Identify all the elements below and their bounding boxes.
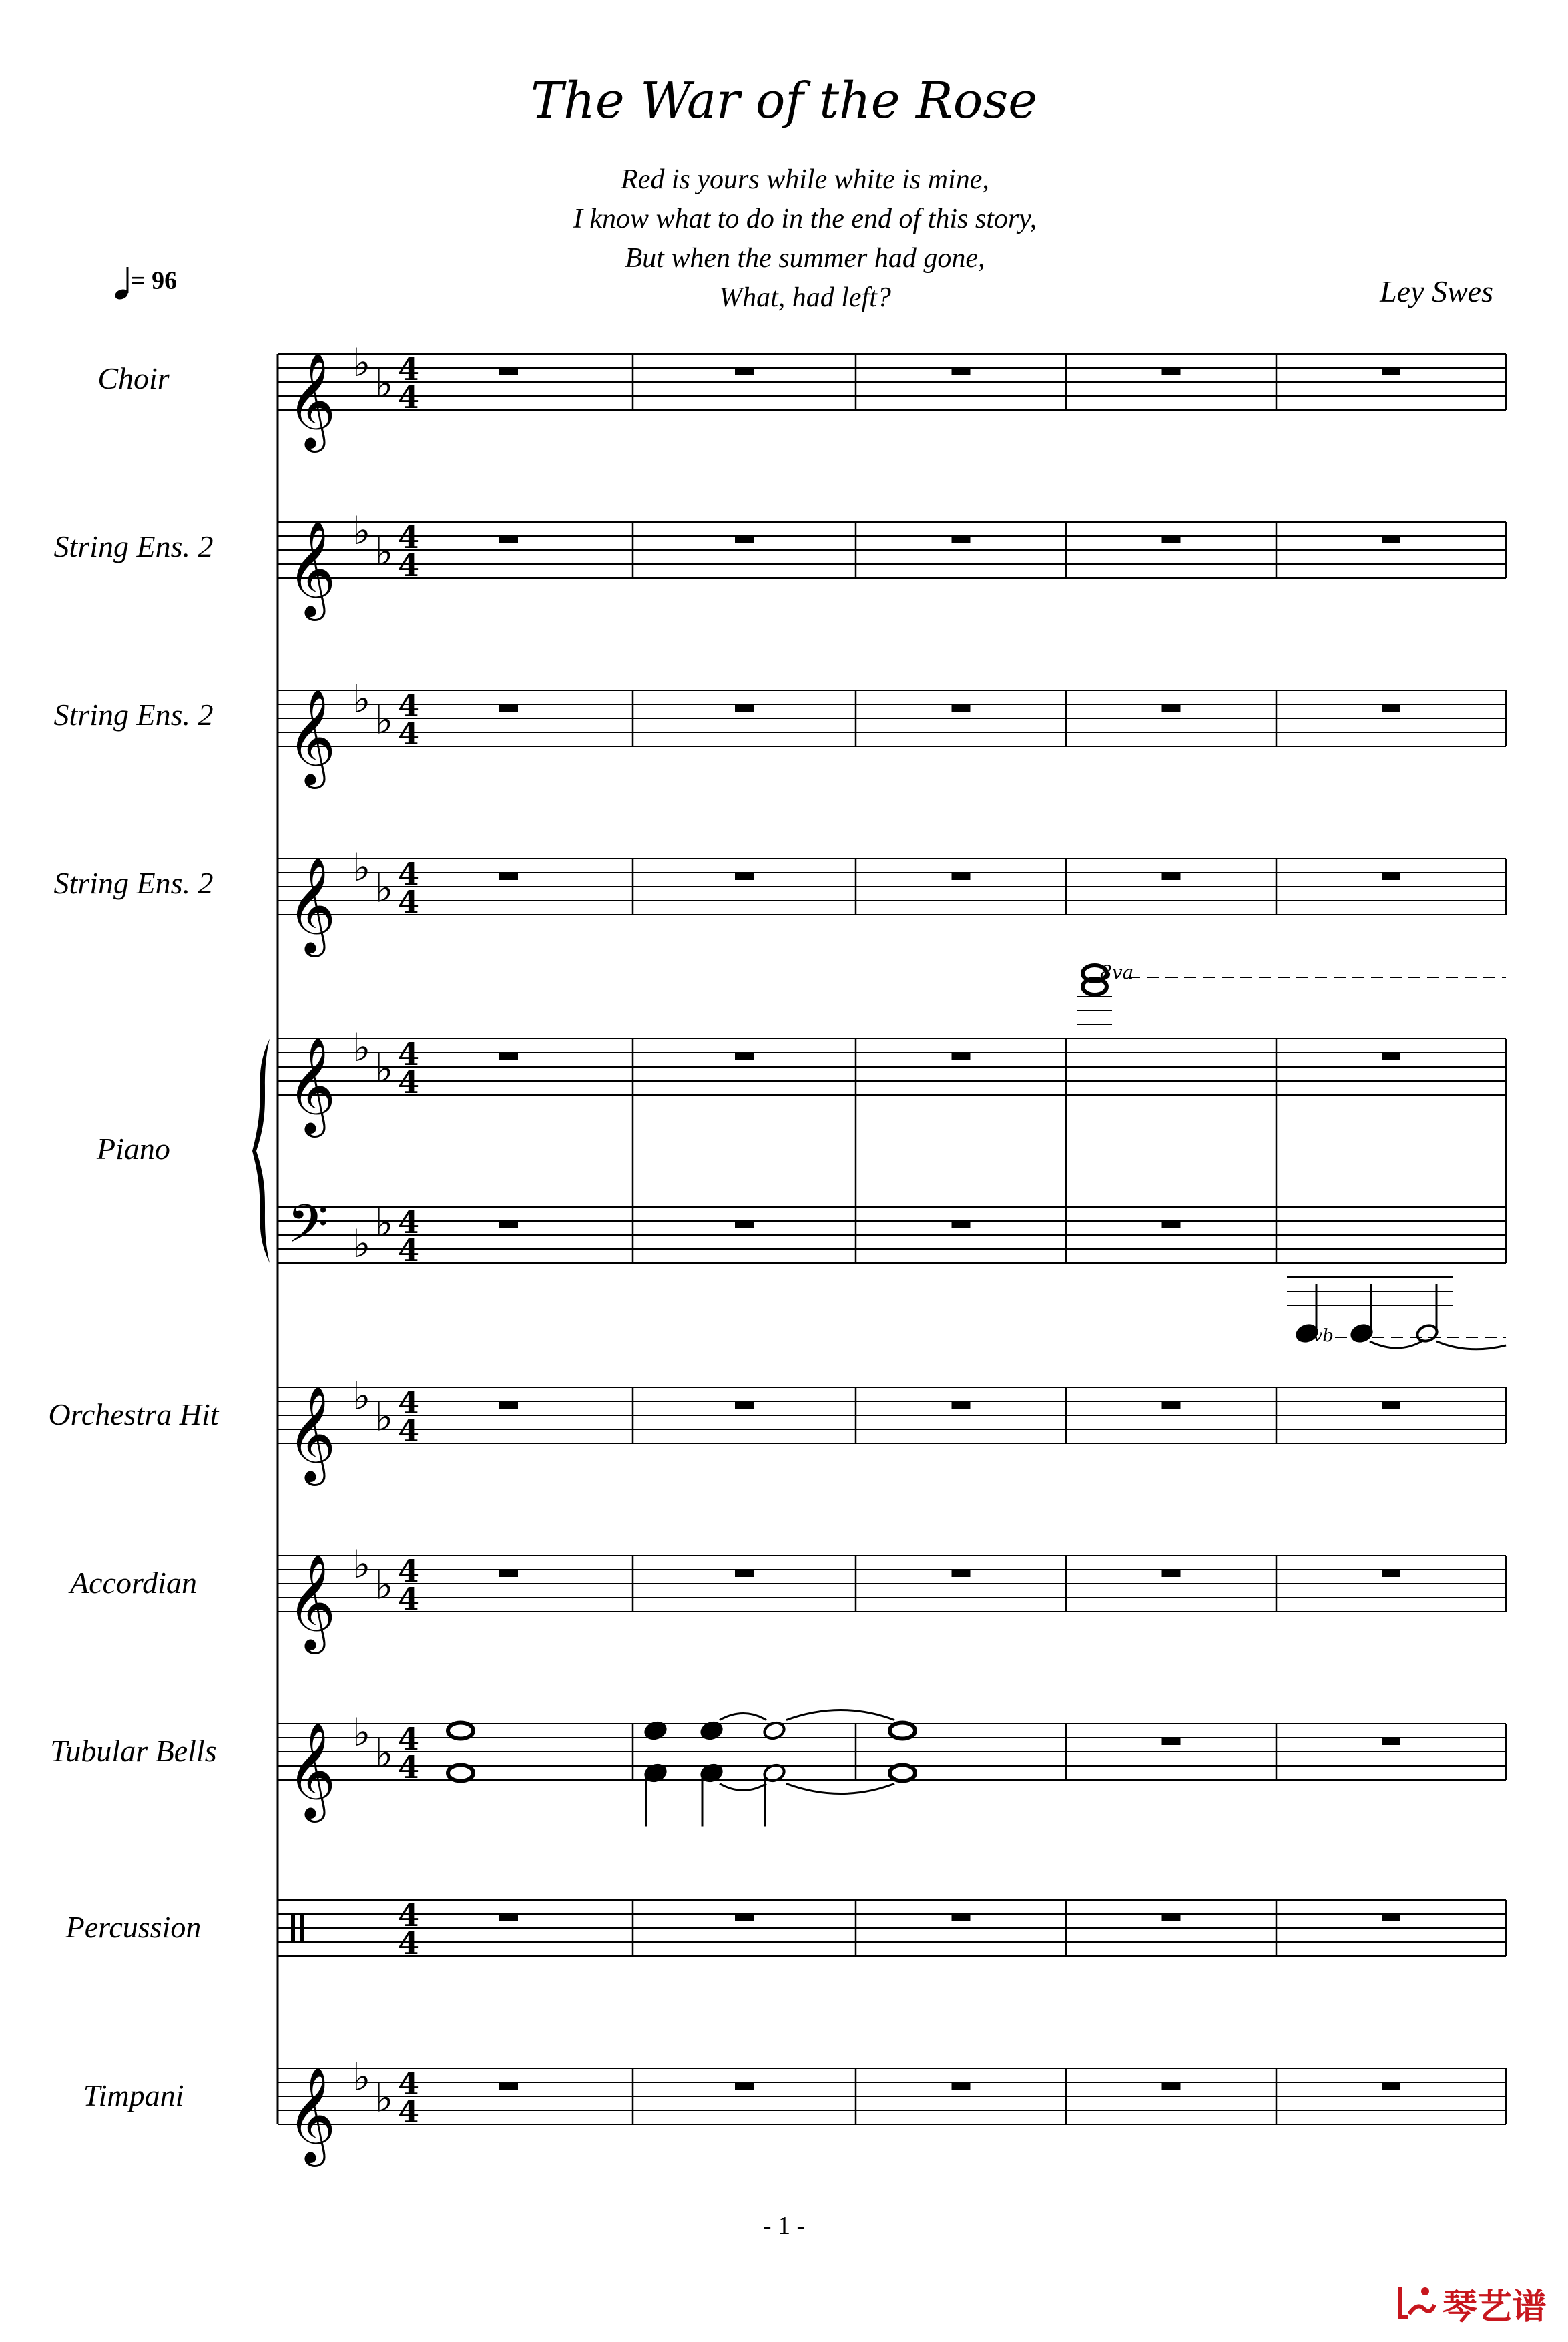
time-signature-numerator: 4 [398,856,420,892]
whole-rest-icon [1162,2082,1181,2090]
tie [720,1784,766,1791]
subtitle-line: Red is yours while white is mine, [621,164,989,195]
instrument-label-strings-3: String Ens. 2 [53,866,214,900]
tempo-value: = 96 [131,266,178,295]
whole-rest-icon [1382,1738,1400,1745]
whole-rest-icon [735,2082,754,2090]
watermark-logo [1394,2279,1547,2327]
treble-clef-icon: 𝄞 [287,1554,336,1650]
flat-icon: ♭ [375,529,394,575]
time-signature-numerator: 4 [398,2066,420,2102]
whole-note [448,1765,473,1781]
time-signature-numerator: 4 [398,1204,420,1240]
flat-icon: ♭ [352,340,371,385]
treble-clef-icon: 𝄞 [287,353,336,449]
whole-rest-icon [952,704,971,712]
flat-icon: ♭ [352,1710,371,1755]
time-signature-numerator: 4 [398,1385,420,1421]
whole-rest-icon [1382,1570,1400,1577]
whole-rest-icon [499,368,518,375]
time-signature-denominator: 4 [398,1749,420,1785]
time-signature-numerator: 4 [398,1897,420,1933]
treble-clef-icon: 𝄞 [287,1037,336,1134]
treble-clef-icon: 𝄞 [287,1722,336,1819]
watermark-text: 琴艺谱 [1442,2287,1547,2327]
whole-rest-icon [499,704,518,712]
whole-note [448,1723,473,1739]
flat-icon: ♭ [375,1562,394,1608]
treble-clef-icon: 𝄞 [287,2067,336,2163]
whole-rest-icon [735,1570,754,1577]
instrument-label-strings-1: String Ens. 2 [53,529,214,563]
time-signature-numerator: 4 [398,1036,420,1072]
instrument-label-strings-2: String Ens. 2 [53,698,214,732]
whole-rest-icon [1162,368,1181,375]
flat-icon: ♭ [375,1394,394,1440]
whole-rest-icon [735,1401,754,1409]
instrument-label-piano: Piano [97,1132,170,1166]
whole-rest-icon [1162,1401,1181,1409]
whole-rest-icon [735,536,754,543]
time-signature-denominator: 4 [398,1232,420,1268]
tie [1436,1341,1506,1349]
flat-icon: ♭ [352,676,371,722]
whole-rest-icon [952,2082,971,2090]
time-signature-denominator: 4 [398,1925,420,1961]
time-signature-denominator: 4 [398,379,420,415]
composer-name: Ley Swes [1380,274,1493,308]
treble-clef-icon: 𝄞 [287,521,336,617]
whole-rest-icon [1162,1221,1181,1228]
instrument-label-orchestra-hit: Orchestra Hit [48,1397,219,1431]
flat-icon: ♭ [352,1373,371,1419]
flat-icon: ♭ [352,2054,371,2100]
whole-rest-icon [1162,873,1181,880]
whole-rest-icon [1382,1401,1400,1409]
flat-icon: ♭ [375,1200,394,1246]
whole-rest-icon [952,1221,971,1228]
flat-icon: ♭ [375,1730,394,1777]
time-signature-denominator: 4 [398,1064,420,1100]
treble-clef-icon: 𝄞 [287,857,336,953]
time-signature-denominator: 4 [398,1581,420,1617]
flat-icon: ♭ [375,1045,394,1092]
whole-rest-icon [952,1401,971,1409]
whole-rest-icon [1382,368,1400,375]
treble-clef-icon: 𝄞 [287,689,336,785]
instrument-label-accordian: Accordian [70,1566,197,1600]
time-signature-denominator: 4 [398,884,420,920]
piano-brace [252,1039,270,1263]
flat-icon: ♭ [352,845,371,890]
tie [720,1714,766,1720]
whole-rest-icon [952,1053,971,1060]
time-signature-denominator: 4 [398,716,420,752]
whole-rest-icon [735,1914,754,1921]
whole-rest-icon [1382,1053,1400,1060]
whole-rest-icon [735,1221,754,1228]
whole-rest-icon [1162,1570,1181,1577]
subtitle-line: But when the summer had gone, [625,243,985,274]
whole-rest-icon [499,1570,518,1577]
time-signature-numerator: 4 [398,519,420,555]
flat-icon: ♭ [352,1542,371,1587]
whole-rest-icon [499,536,518,543]
instrument-label-percussion: Percussion [65,1910,202,1944]
flat-icon: ♭ [375,361,394,407]
time-signature-numerator: 4 [398,351,420,387]
instrument-label-choir: Choir [97,361,170,395]
whole-rest-icon [1162,704,1181,712]
whole-note [890,1723,915,1739]
tie [786,1710,894,1720]
time-signature-denominator: 4 [398,1413,420,1449]
whole-rest-icon [499,1053,518,1060]
flat-icon: ♭ [352,1025,371,1070]
flat-icon: ♭ [375,2075,394,2121]
whole-rest-icon [735,873,754,880]
flat-icon: ♭ [375,697,394,743]
whole-rest-icon [952,536,971,543]
time-signature-numerator: 4 [398,1721,420,1757]
subtitle-line: What, had left? [719,282,891,313]
tie [786,1784,894,1794]
whole-rest-icon [952,368,971,375]
whole-rest-icon [952,873,971,880]
flat-icon: ♭ [352,508,371,553]
whole-rest-icon [735,1053,754,1060]
time-signature-denominator: 4 [398,547,420,583]
whole-rest-icon [499,1401,518,1409]
whole-rest-icon [499,1914,518,1921]
whole-rest-icon [735,368,754,375]
whole-rest-icon [1382,2082,1400,2090]
treble-clef-icon: 𝄞 [287,1386,336,1482]
score-title: The War of the Rose [530,72,1038,130]
whole-rest-icon [952,1914,971,1921]
whole-rest-icon [1382,704,1400,712]
whole-rest-icon [1162,1914,1181,1921]
whole-rest-icon [499,2082,518,2090]
whole-rest-icon [1382,1914,1400,1921]
whole-rest-icon [735,704,754,712]
flat-icon: ♭ [352,1221,371,1266]
whole-rest-icon [1382,873,1400,880]
subtitle-line: I know what to do in the end of this story, [573,204,1037,234]
ottava-up-marking: 8va [1100,961,1134,983]
whole-rest-icon [499,1221,518,1228]
instrument-label-tubular-bells: Tubular Bells [50,1734,217,1768]
time-signature-numerator: 4 [398,688,420,724]
time-signature-denominator: 4 [398,2094,420,2130]
whole-rest-icon [499,873,518,880]
whole-note [890,1765,915,1781]
instrument-label-timpani: Timpani [83,2078,184,2112]
flat-icon: ♭ [375,865,394,911]
music-note-logo-icon [1394,2282,1437,2325]
whole-rest-icon [1162,1738,1181,1745]
tie [1370,1341,1422,1348]
whole-rest-icon [1162,536,1181,543]
percussion-clef-icon [300,1914,304,1942]
bass-clef-icon: 𝄢 [287,1193,328,1268]
page-number: - 1 - [762,2212,806,2240]
percussion-clef-icon [291,1914,295,1942]
whole-rest-icon [1382,536,1400,543]
ottava-down-marking: 8vb [1302,1326,1334,1346]
time-signature-numerator: 4 [398,1553,420,1589]
whole-rest-icon [952,1570,971,1577]
